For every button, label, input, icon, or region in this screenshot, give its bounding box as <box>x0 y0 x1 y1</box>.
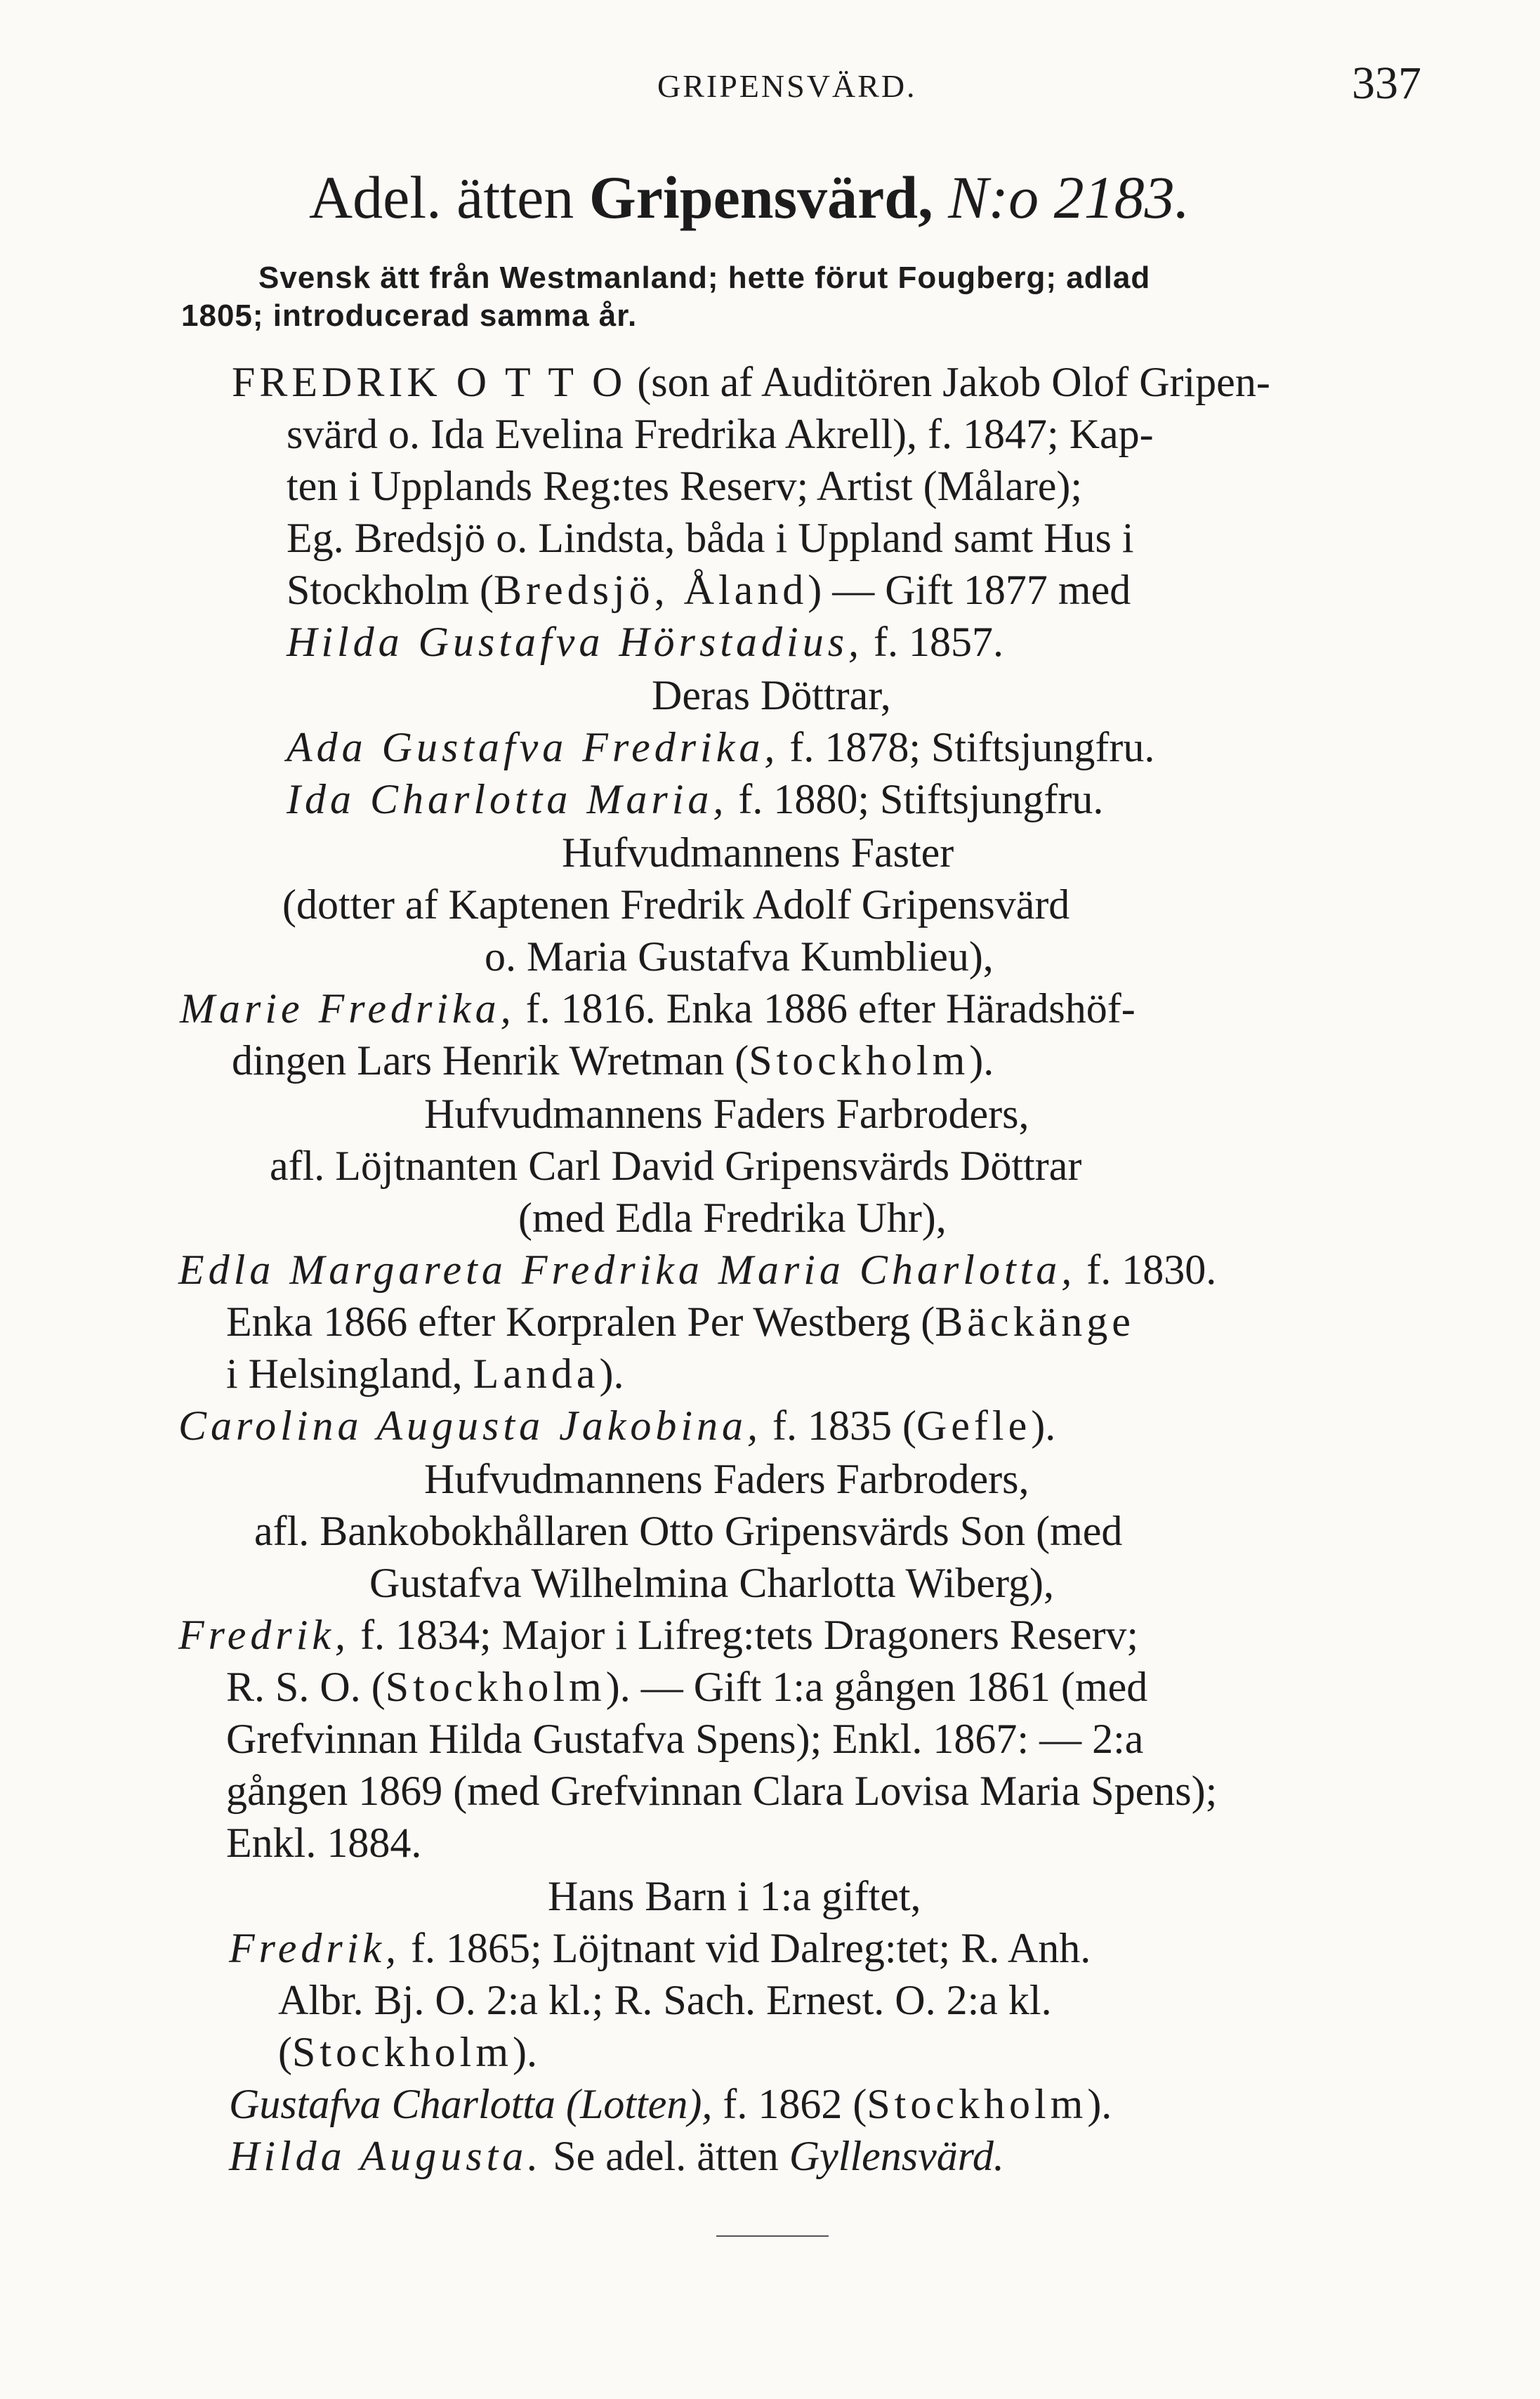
entry-line: Fredrik, f. 1865; Löjtnant vid Dalreg:tet; R. Anh. <box>229 1925 1091 1971</box>
entry-line: o. Maria Gustafva Kumblieu), <box>485 933 994 980</box>
entry-line: Fredrik, f. 1834; Major i Lifreg:tets Dragoners Reserv; <box>178 1612 1139 1658</box>
entry-line: ten i Upplands Reg:tes Reserv; Artist (Målare); <box>287 463 1083 509</box>
section-heading: Hufvudmannens Faders Farbroders, <box>424 1091 1029 1137</box>
entry-line: Carolina Augusta Jakobina, f. 1835 (Gefle). <box>178 1402 1056 1449</box>
entry-line: Hilda Augusta. Se adel. ätten Gyllensvärd. <box>229 2133 1004 2179</box>
running-title: GRIPENSVÄRD. <box>657 68 917 104</box>
entry-line: Albr. Bj. O. 2:a kl.; R. Sach. Ernest. O. 2:a kl. <box>278 1977 1052 2023</box>
entry-line: (Stockholm). <box>278 2029 537 2075</box>
section-heading: Deras Döttrar, <box>652 672 891 718</box>
entry-line: FREDRIK O T T O (son af Auditören Jakob Olof Gripen- <box>232 359 1270 405</box>
entry-line: Enka 1866 efter Korpralen Per Westberg (Bäckänge <box>226 1299 1135 1345</box>
section-heading: Hufvudmannens Faders Farbroders, <box>424 1456 1029 1502</box>
entry-line: Eg. Bredsjö o. Lindsta, båda i Uppland samt Hus i <box>287 515 1134 561</box>
entry-line: i Helsingland, Landa). <box>226 1350 624 1397</box>
entry-line: dingen Lars Henrik Wretman (Stockholm). <box>232 1037 994 1084</box>
entry-line: (med Edla Fredrika Uhr), <box>518 1195 947 1241</box>
entry-line: Edla Margareta Fredrika Maria Charlotta, f. 1830. <box>178 1247 1217 1293</box>
entry-line: (dotter af Kaptenen Fredrik Adolf Gripensvärd <box>282 881 1070 928</box>
entry-line: afl. Bankobokhållaren Otto Gripensvärds Son (med <box>254 1508 1123 1554</box>
entry-line: Gustafva Wilhelmina Charlotta Wiberg), <box>369 1560 1054 1606</box>
entry-line: Grefvinnan Hilda Gustafva Spens); Enkl. 1867: — 2:a <box>226 1716 1144 1762</box>
entry-line: Marie Fredrika, f. 1816. Enka 1886 efter Häradshöf- <box>180 985 1136 1032</box>
section-heading: Hufvudmannens Faster <box>562 829 954 876</box>
title-prefix: Adel. ätten <box>309 164 574 231</box>
intro-line-2: 1805; introducerad samma år. <box>181 298 638 333</box>
family-number: N:o 2183. <box>948 164 1190 231</box>
family-name: Gripensvärd, <box>588 164 933 231</box>
page-number: 337 <box>1352 58 1421 109</box>
page-title <box>309 164 1190 231</box>
entry-line: Stockholm (Bredsjö, Åland) — Gift 1877 med <box>287 567 1131 613</box>
entry-line: R. S. O. (Stockholm). — Gift 1:a gången 1861 (med <box>226 1664 1148 1710</box>
entry-line: Ada Gustafva Fredrika, f. 1878; Stiftsjungfru. <box>287 724 1155 770</box>
intro-line-1: Svensk ätt från Westmanland; hette förut Fougberg; adlad <box>258 261 1151 295</box>
entry-line: Hilda Gustafva Hörstadius, f. 1857. <box>287 619 1004 665</box>
end-rule <box>716 2235 829 2237</box>
entry-line: svärd o. Ida Evelina Fredrika Akrell), f. 1847; Kap- <box>287 411 1154 457</box>
entry-line: Ida Charlotta Maria, f. 1880; Stiftsjungfru. <box>287 776 1104 822</box>
entry-line: Enkl. 1884. <box>226 1820 422 1866</box>
entry-line: gången 1869 (med Grefvinnan Clara Lovisa Maria Spens); <box>226 1768 1218 1814</box>
section-heading: Hans Barn i 1:a giftet, <box>548 1873 921 1919</box>
entry-line: afl. Löjtnanten Carl David Gripensvärds Döttrar <box>270 1143 1082 1189</box>
entry-line: Gustafva Charlotta (Lotten), f. 1862 (Stockholm). <box>229 2081 1112 2127</box>
